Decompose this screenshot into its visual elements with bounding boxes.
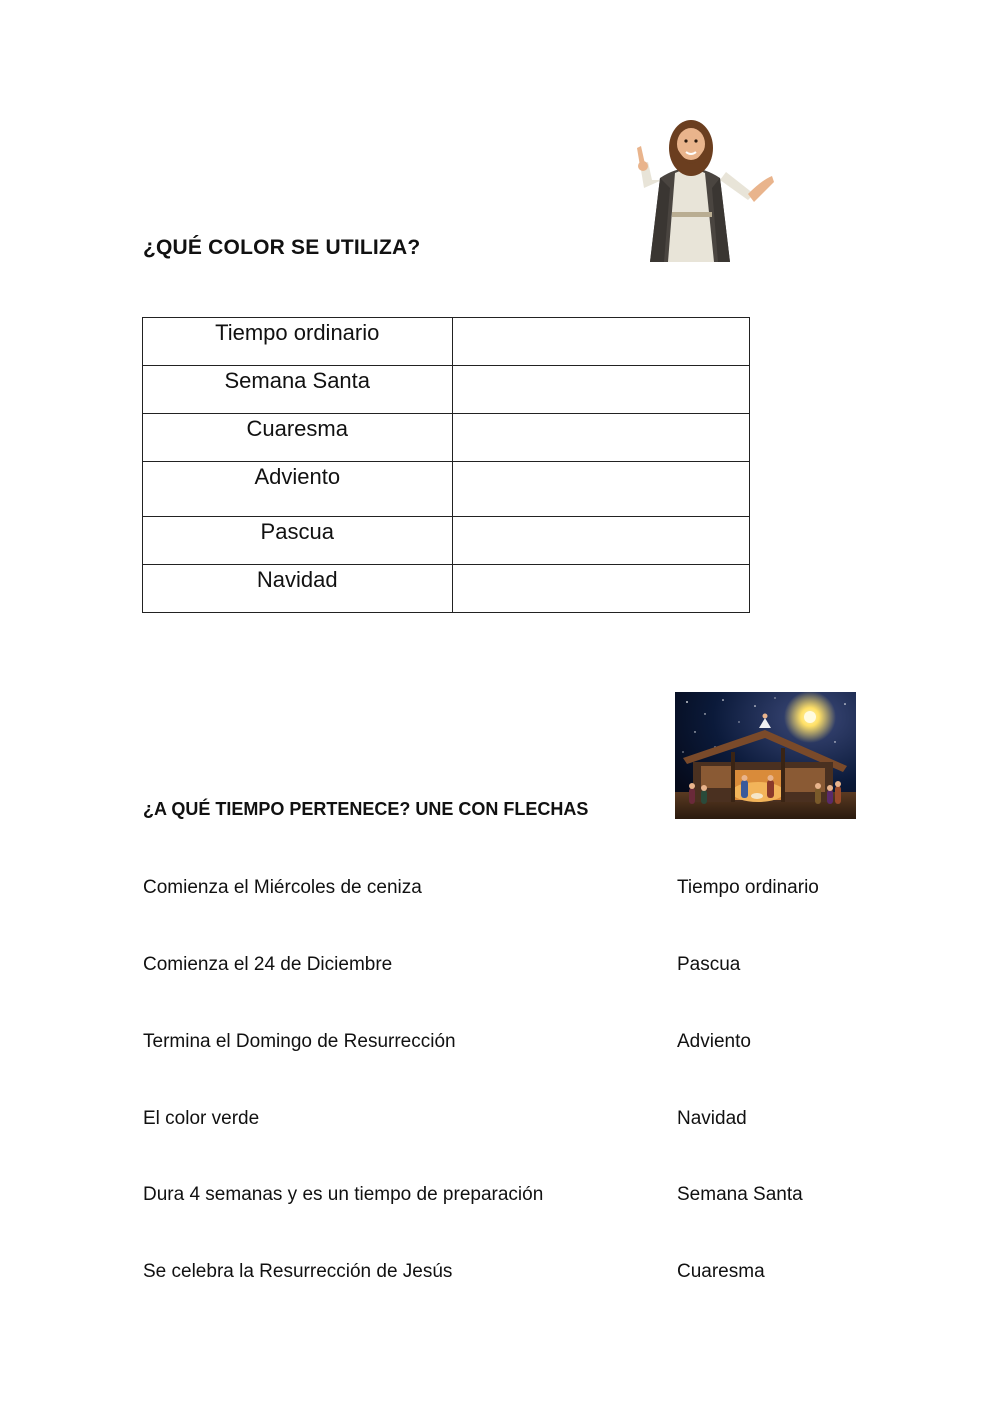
match-left-item[interactable]: Comienza el 24 de Diciembre bbox=[143, 954, 393, 975]
answer-cell bbox=[452, 462, 750, 517]
color-answer-input[interactable] bbox=[453, 366, 750, 412]
table-row bbox=[143, 462, 750, 517]
nativity-scene-image bbox=[675, 692, 856, 819]
color-answer-input[interactable] bbox=[453, 318, 750, 364]
color-answer-input[interactable] bbox=[453, 517, 750, 563]
row-label: Semana Santa bbox=[143, 366, 453, 414]
color-answer-input[interactable] bbox=[453, 414, 750, 460]
color-answer-input[interactable] bbox=[453, 462, 750, 515]
table-row bbox=[143, 517, 750, 565]
row-label: Cuaresma bbox=[143, 414, 453, 462]
match-right-item[interactable]: Pascua bbox=[677, 954, 741, 975]
match-left-item[interactable]: Se celebra la Resurrección de Jesús bbox=[143, 1261, 453, 1282]
jesus-illustration bbox=[630, 118, 780, 262]
answer-cell bbox=[452, 565, 750, 613]
match-left-item[interactable]: El color verde bbox=[143, 1108, 260, 1129]
answer-cell bbox=[452, 318, 750, 366]
match-left-item[interactable]: Comienza el Miércoles de ceniza bbox=[143, 877, 422, 898]
match-right-item[interactable]: Adviento bbox=[677, 1031, 751, 1052]
match-right-item[interactable]: Navidad bbox=[677, 1108, 747, 1129]
row-label: Navidad bbox=[143, 565, 453, 613]
match-left-item[interactable]: Dura 4 semanas y es un tiempo de preparación bbox=[143, 1184, 544, 1205]
row-label: Tiempo ordinario bbox=[143, 318, 453, 366]
row-label: Pascua bbox=[143, 517, 453, 565]
color-answer-input[interactable] bbox=[453, 565, 750, 611]
match-left-item[interactable]: Termina el Domingo de Resurrección bbox=[143, 1031, 456, 1052]
match-right-item[interactable]: Semana Santa bbox=[677, 1184, 803, 1205]
section2-title: ¿A QUÉ TIEMPO PERTENECE? UNE CON FLECHAS bbox=[143, 799, 589, 819]
section1-title: ¿QUÉ COLOR SE UTILIZA? bbox=[143, 236, 421, 259]
table-row bbox=[143, 366, 750, 414]
answer-cell bbox=[452, 517, 750, 565]
match-right-item[interactable]: Cuaresma bbox=[677, 1261, 765, 1282]
answer-cell bbox=[452, 366, 750, 414]
match-right-item[interactable]: Tiempo ordinario bbox=[677, 877, 819, 898]
color-table bbox=[142, 317, 750, 613]
table-row bbox=[143, 414, 750, 462]
table-row bbox=[143, 565, 750, 613]
row-label: Adviento bbox=[143, 462, 453, 517]
answer-cell bbox=[452, 414, 750, 462]
table-row bbox=[143, 318, 750, 366]
